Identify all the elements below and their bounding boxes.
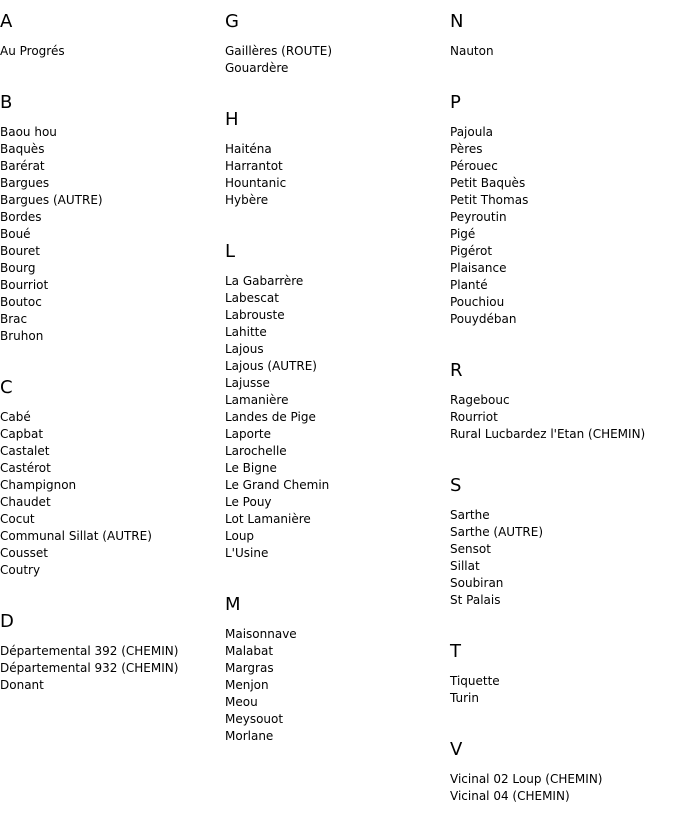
street-link[interactable]: Gouardère xyxy=(225,61,289,75)
street-list-item xyxy=(0,294,225,311)
street-link[interactable]: Bouret xyxy=(0,244,40,258)
street-list-item xyxy=(225,494,450,511)
street-link[interactable]: L'Usine xyxy=(225,546,269,560)
street-link[interactable]: Sensot xyxy=(450,542,491,556)
street-list xyxy=(0,114,225,366)
street-link[interactable]: Baou hou xyxy=(0,125,57,139)
street-list-item xyxy=(0,43,225,60)
section-letter-heading: C xyxy=(0,377,13,398)
street-list-item xyxy=(450,426,675,443)
street-list-item xyxy=(0,443,225,460)
street-list-item xyxy=(225,324,450,341)
street-list-item xyxy=(0,260,225,277)
street-list-item xyxy=(450,243,675,260)
street-list-item xyxy=(450,260,675,277)
section-letter-heading: D xyxy=(0,611,14,632)
section-letter-heading: S xyxy=(450,475,462,496)
street-link[interactable]: Bourriot xyxy=(0,278,49,292)
street-list-item xyxy=(450,788,675,805)
street-link[interactable]: Rural Lucbardez l'Etan (CHEMIN) xyxy=(450,427,646,441)
street-list-item xyxy=(0,477,225,494)
letter-group-v xyxy=(450,728,675,826)
street-link[interactable]: Vicinal 02 Loup (CHEMIN) xyxy=(450,772,603,786)
street-link[interactable]: Départemental 392 (CHEMIN) xyxy=(0,644,179,658)
street-list-item xyxy=(0,545,225,562)
street-list-item xyxy=(0,494,225,511)
street-list-item xyxy=(0,124,225,141)
street-list xyxy=(225,263,450,583)
street-link[interactable]: Vicinal 04 (CHEMIN) xyxy=(450,789,570,803)
street-list-item xyxy=(225,273,450,290)
street-link[interactable]: Bordes xyxy=(0,210,42,224)
street-link[interactable]: Laporte xyxy=(225,427,272,441)
street-list-item xyxy=(225,341,450,358)
street-link[interactable]: Harrantot xyxy=(225,159,283,173)
street-link[interactable]: Au Progrés xyxy=(0,44,65,58)
street-list-item xyxy=(0,643,225,660)
street-link[interactable]: Le Pouy xyxy=(225,495,272,509)
street-link[interactable]: Morlane xyxy=(225,729,274,743)
street-list-item xyxy=(225,626,450,643)
street-list xyxy=(450,382,675,464)
street-list-item xyxy=(225,290,450,307)
street-link[interactable]: Turin xyxy=(450,691,479,705)
street-list xyxy=(450,114,675,349)
street-list-item xyxy=(225,141,450,158)
street-list-item xyxy=(450,392,675,409)
street-list-item xyxy=(225,443,450,460)
letter-group-c xyxy=(0,366,225,600)
section-letter-heading: R xyxy=(450,360,463,381)
street-link[interactable]: Lajous (AUTRE) xyxy=(225,359,317,373)
street-link[interactable]: Boué xyxy=(0,227,31,241)
street-link[interactable]: Capbat xyxy=(0,427,44,441)
street-link[interactable]: Communal Sillat (AUTRE) xyxy=(0,529,152,543)
letter-group-g xyxy=(225,0,450,98)
street-list xyxy=(450,497,675,630)
street-list-item xyxy=(225,643,450,660)
street-list-item xyxy=(225,175,450,192)
street-list-item xyxy=(450,507,675,524)
street-link[interactable]: Ragebouc xyxy=(450,393,510,407)
street-list-item xyxy=(450,311,675,328)
street-list-item xyxy=(225,711,450,728)
letter-group-d xyxy=(0,600,225,715)
street-list-item xyxy=(0,460,225,477)
street-link[interactable]: Cocut xyxy=(0,512,35,526)
street-list-item xyxy=(0,209,225,226)
street-list-item xyxy=(225,545,450,562)
street-list xyxy=(0,399,225,600)
street-list-item xyxy=(0,426,225,443)
street-link[interactable]: La Gabarrère xyxy=(225,274,304,288)
street-column-2 xyxy=(225,0,450,766)
street-link[interactable]: Loup xyxy=(225,529,255,543)
street-link[interactable]: Coutry xyxy=(0,563,41,577)
street-list-item xyxy=(0,562,225,579)
street-list-item xyxy=(450,592,675,609)
street-link[interactable]: Sillat xyxy=(450,559,480,573)
section-letter-heading: N xyxy=(450,11,464,32)
street-list-item xyxy=(450,575,675,592)
street-list-item xyxy=(225,511,450,528)
street-list-item xyxy=(225,528,450,545)
street-list xyxy=(225,33,450,98)
street-link[interactable]: Tiquette xyxy=(450,674,500,688)
street-link[interactable]: Pérouec xyxy=(450,159,498,173)
section-letter-heading: H xyxy=(225,109,239,130)
street-link[interactable]: Barérat xyxy=(0,159,45,173)
street-link[interactable]: Bruhon xyxy=(0,329,44,343)
street-link[interactable]: Rourriot xyxy=(450,410,498,424)
street-link[interactable]: Départemental 932 (CHEMIN) xyxy=(0,661,179,675)
street-list-item xyxy=(225,477,450,494)
street-link[interactable]: Sarthe xyxy=(450,508,490,522)
street-list-item xyxy=(0,226,225,243)
street-link[interactable]: Chaudet xyxy=(0,495,51,509)
street-list-item xyxy=(450,209,675,226)
street-list-item xyxy=(225,43,450,60)
street-list xyxy=(450,33,675,81)
street-list-item xyxy=(450,294,675,311)
street-list xyxy=(225,131,450,230)
street-list xyxy=(225,616,450,766)
letter-group-b xyxy=(0,81,225,366)
street-link[interactable]: Plaisance xyxy=(450,261,507,275)
street-link[interactable]: Hountanic xyxy=(225,176,287,190)
street-list-item xyxy=(225,60,450,77)
street-column-1 xyxy=(0,0,225,715)
street-link[interactable]: Labrouste xyxy=(225,308,285,322)
letter-group-n xyxy=(450,0,675,81)
section-letter-heading: P xyxy=(450,92,461,113)
street-list-item xyxy=(0,528,225,545)
street-list-item xyxy=(0,243,225,260)
street-link[interactable]: Pouydéban xyxy=(450,312,517,326)
letter-group-a xyxy=(0,0,225,81)
street-link[interactable]: Meysouot xyxy=(225,712,284,726)
street-link[interactable]: Maisonnave xyxy=(225,627,297,641)
letter-group-h xyxy=(225,98,450,230)
street-column-3 xyxy=(450,0,675,826)
street-list-item xyxy=(450,541,675,558)
letter-group-p xyxy=(450,81,675,349)
street-list-item xyxy=(225,728,450,745)
section-letter-heading: L xyxy=(225,241,236,262)
street-list-item xyxy=(0,141,225,158)
street-link[interactable]: Le Grand Chemin xyxy=(225,478,330,492)
street-link[interactable]: Baquès xyxy=(0,142,45,156)
street-list-item xyxy=(450,524,675,541)
street-link[interactable]: Brac xyxy=(0,312,28,326)
street-list-item xyxy=(0,409,225,426)
street-list-item xyxy=(225,392,450,409)
street-link[interactable]: Landes de Pige xyxy=(225,410,316,424)
section-letter-heading: T xyxy=(450,641,461,662)
street-list xyxy=(450,663,675,728)
street-list-item xyxy=(225,192,450,209)
street-list-item xyxy=(450,158,675,175)
street-list-item xyxy=(450,409,675,426)
street-link[interactable]: Sarthe (AUTRE) xyxy=(450,525,544,539)
street-link[interactable]: Petit Baquès xyxy=(450,176,526,190)
street-link[interactable]: Cabé xyxy=(0,410,31,424)
street-list-item xyxy=(0,511,225,528)
street-link[interactable]: Meou xyxy=(225,695,258,709)
street-link[interactable]: Pigérot xyxy=(450,244,493,258)
street-link[interactable]: Bargues (AUTRE) xyxy=(0,193,103,207)
street-list-item xyxy=(450,226,675,243)
street-list-item xyxy=(225,460,450,477)
street-list-item xyxy=(450,141,675,158)
street-list xyxy=(0,33,225,81)
section-letter-heading: G xyxy=(225,11,239,32)
letter-group-t xyxy=(450,630,675,728)
street-list-item xyxy=(0,158,225,175)
street-link[interactable]: Menjon xyxy=(225,678,269,692)
street-list-item xyxy=(450,192,675,209)
street-link[interactable]: Haiténa xyxy=(225,142,272,156)
street-list-item xyxy=(0,328,225,345)
street-link[interactable]: Gaillères (ROUTE) xyxy=(225,44,332,58)
street-list-item xyxy=(450,124,675,141)
street-link[interactable]: Hybère xyxy=(225,193,269,207)
letter-group-s xyxy=(450,464,675,630)
street-link[interactable]: Nauton xyxy=(450,44,494,58)
street-list-item xyxy=(450,43,675,60)
street-list-item xyxy=(0,277,225,294)
street-link[interactable]: Castérot xyxy=(0,461,51,475)
street-link[interactable]: Pères xyxy=(450,142,483,156)
street-list-item xyxy=(0,175,225,192)
street-list-item xyxy=(450,690,675,707)
street-link[interactable]: Peyroutin xyxy=(450,210,507,224)
street-link[interactable]: Lot Lamanière xyxy=(225,512,311,526)
street-link[interactable]: Labescat xyxy=(225,291,279,305)
letter-group-l xyxy=(225,230,450,583)
street-link[interactable]: St Palais xyxy=(450,593,501,607)
street-link[interactable]: Castalet xyxy=(0,444,50,458)
street-link[interactable]: Champignon xyxy=(0,478,77,492)
street-link[interactable]: Pajoula xyxy=(450,125,494,139)
street-list-item xyxy=(225,158,450,175)
street-link[interactable]: Donant xyxy=(0,678,44,692)
street-link[interactable]: Planté xyxy=(450,278,488,292)
street-list xyxy=(450,761,675,826)
street-list-item xyxy=(450,771,675,788)
street-list-item xyxy=(450,673,675,690)
street-link[interactable]: Le Bigne xyxy=(225,461,277,475)
street-list-item xyxy=(225,409,450,426)
street-link[interactable]: Soubiran xyxy=(450,576,504,590)
street-link[interactable]: Petit Thomas xyxy=(450,193,529,207)
street-list-item xyxy=(225,660,450,677)
street-list-item xyxy=(225,358,450,375)
street-list-item xyxy=(0,192,225,209)
street-link[interactable]: Lahitte xyxy=(225,325,267,339)
street-list-item xyxy=(450,277,675,294)
street-list-item xyxy=(0,677,225,694)
street-link[interactable]: Lajous xyxy=(225,342,264,356)
street-link[interactable]: Lajusse xyxy=(225,376,270,390)
street-list-item xyxy=(0,311,225,328)
street-link[interactable]: Malabat xyxy=(225,644,274,658)
street-link[interactable]: Larochelle xyxy=(225,444,287,458)
street-list xyxy=(0,633,225,715)
street-link[interactable]: Margras xyxy=(225,661,274,675)
street-link[interactable]: Bargues xyxy=(0,176,50,190)
street-list-item xyxy=(225,694,450,711)
street-list-item xyxy=(225,307,450,324)
letter-group-m xyxy=(225,583,450,766)
street-list-item xyxy=(0,660,225,677)
street-link[interactable]: Bourg xyxy=(0,261,36,275)
street-list-item xyxy=(225,426,450,443)
street-link[interactable]: Boutoc xyxy=(0,295,42,309)
street-list-item xyxy=(450,558,675,575)
street-list-item xyxy=(225,375,450,392)
section-letter-heading: M xyxy=(225,594,241,615)
section-letter-heading: V xyxy=(450,739,463,760)
section-letter-heading: B xyxy=(0,92,13,113)
letter-group-r xyxy=(450,349,675,464)
street-link[interactable]: Cousset xyxy=(0,546,48,560)
street-link[interactable]: Pigé xyxy=(450,227,476,241)
street-list-item xyxy=(450,175,675,192)
street-link[interactable]: Lamanière xyxy=(225,393,289,407)
street-link[interactable]: Pouchiou xyxy=(450,295,505,309)
section-letter-heading: A xyxy=(0,11,13,32)
street-list-item xyxy=(225,677,450,694)
